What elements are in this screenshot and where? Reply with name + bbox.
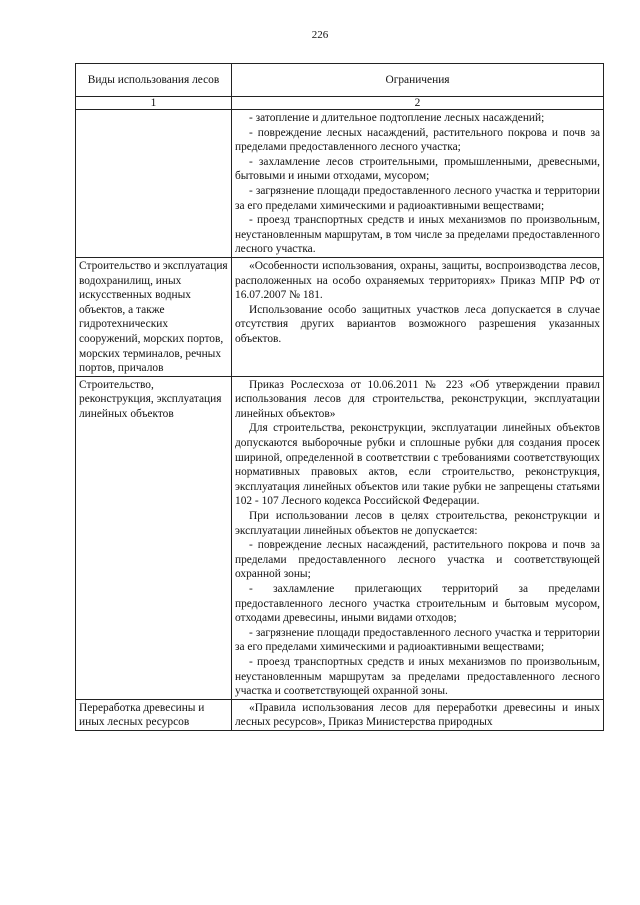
table-row <box>76 257 604 376</box>
restriction-paragraph: - загрязнение площади предоставленного лесного участка и территории за его пределами химическими и радиоактивными веществами; <box>235 626 600 654</box>
use-type-cell <box>76 110 232 258</box>
table-row <box>76 110 604 258</box>
restriction-paragraph: При использовании лесов в целях строительства, реконструкции и эксплуатации линейных объектов не допускается: <box>235 510 600 537</box>
use-type-cell: Строительство, реконструкция, эксплуатация линейных объектов <box>76 376 232 699</box>
header-restrictions: Ограничения <box>232 64 604 97</box>
column-number-row <box>76 97 604 110</box>
restriction-paragraph: Использование особо защитных участков леса допускается в случае отсутствия других вариантов возможного разрешения указанных объектов. <box>235 303 600 345</box>
restriction-paragraph: - захламление лесов строительными, промышленными, древесными, бытовыми и иными отходами, мусором; <box>235 155 600 183</box>
restriction-paragraph: - затопление и длительное подтопление лесных насаждений; <box>249 112 545 124</box>
column-number-2: 2 <box>232 97 604 110</box>
restriction-paragraph: - повреждение лесных насаждений, растительного покрова и почв за пределами предоставленного лесного участка; <box>235 126 600 154</box>
restriction-paragraph: «Особенности использования, охраны, защиты, воспроизводства лесов, расположенных на особо охраняемых территориях» Приказ МПР РФ от 16.07.2007 № 181. <box>235 259 600 302</box>
restrictions-cell <box>232 110 604 258</box>
table-row <box>76 376 604 699</box>
restriction-paragraph: Для строительства, реконструкции, эксплуатации линейных объектов допускаются выборочные рубки и сплошные рубки для создания просек шириной, определенной в соответствии с требованиями соответствующих нормативных правовых актов, если строительство, реконструкция, эксплуатация линейных объектов или такие рубки не запрещены статьями 102 - 107 Лесного кодекса Российской Федерации. <box>235 422 600 508</box>
restriction-paragraph: - проезд транспортных средств и иных механизмов по произвольным, неустановленным маршрутам, в том числе за пределами предоставленного лесного участка. <box>235 214 600 256</box>
restriction-paragraph: - загрязнение площади предоставленного лесного участка и территории за его пределами химическими и радиоактивными веществами; <box>235 184 600 212</box>
restriction-paragraph: - проезд транспортных средств и иных механизмов по произвольным, неустановленным маршрутам за пределами предоставленного лесного участка и соответствующей охранной зоны. <box>235 655 600 698</box>
header-forest-use-types: Виды использования лесов <box>76 64 232 97</box>
header-row <box>76 64 604 97</box>
restrictions-cell <box>232 376 604 699</box>
use-type-cell: Строительство и эксплуатация водохранилищ, иных искусственных водных объектов, а также гидротехнических сооружений, морских портов, морских терминалов, речных портов, причалов <box>76 257 232 376</box>
restrictions-cell <box>232 699 604 730</box>
restriction-paragraph: - захламление прилегающих территорий за пределами предоставленного лесного участка строительным и бытовым мусором, отходами древесины, иными видами отходов; <box>235 583 600 625</box>
restriction-paragraph: «Правила использования лесов для переработки древесины и иных лесных ресурсов», Приказ Министерства природных <box>235 701 600 729</box>
use-type-cell: Переработка древесины и иных лесных ресурсов <box>76 699 232 730</box>
restrictions-cell <box>232 257 604 376</box>
restriction-paragraph: - повреждение лесных насаждений, растительного покрова и почв за пределами предоставленного лесного участка и соответствующей охранной зоны; <box>235 539 600 581</box>
restriction-paragraph: Приказ Рослесхоза от 10.06.2011 № 223 «Об утверждении правил использования лесов для строительства, реконструкции, эксплуатации линейных объектов» <box>235 378 600 420</box>
restrictions-table <box>75 63 604 731</box>
table-row <box>76 699 604 730</box>
page-number: 226 <box>311 29 329 41</box>
column-number-1: 1 <box>76 97 232 110</box>
